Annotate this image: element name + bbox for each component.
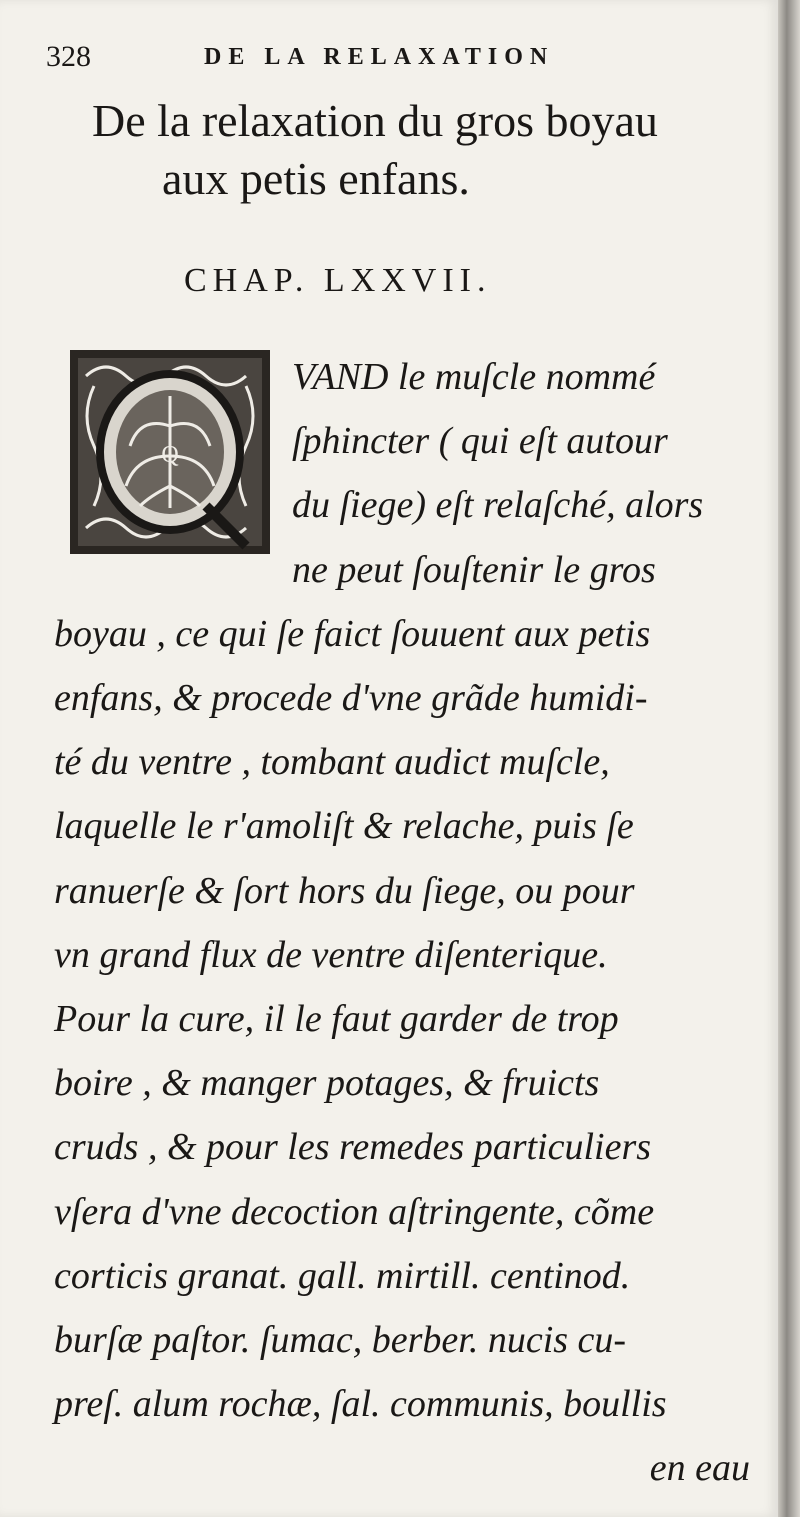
page-header	[46, 40, 746, 80]
body-line: boire , & manger potages, & fruicts	[54, 1062, 600, 1105]
body-line: Pour la cure, il le faut garder de trop	[54, 998, 619, 1041]
body-line: VAND le muſcle nommé	[292, 356, 656, 398]
body-line: corticis granat. gall. mirtill. centinod.	[54, 1254, 631, 1297]
body-line: ſphincter ( qui eſt autour	[292, 420, 668, 463]
body-line: vſera d'vne decoction aſtringente, cõme	[54, 1190, 655, 1233]
body-line: cruds , & pour les remedes particuliers	[54, 1126, 652, 1169]
body-line: laquelle le r'amoliſt & relache, puis ſe	[54, 805, 634, 848]
chapter-title	[92, 92, 762, 208]
running-head: DE LA RELAXATION	[204, 44, 555, 70]
chapter-number: CHAP. LXXVII.	[184, 262, 492, 299]
body-text	[54, 345, 754, 1501]
body-line: vn grand flux de ventre diſenterique.	[54, 933, 608, 976]
body-line: burſæ paſtor. ſumac, berber. nucis cu-	[54, 1319, 627, 1362]
body-line: té du ventre , tombant audict muſcle,	[54, 741, 610, 784]
body-line: ne peut ſouſtenir le gros	[292, 548, 656, 591]
title-line-2: aux petis enfans.	[162, 153, 470, 204]
body-line: enfans, & procede d'vne grãde humidi-	[54, 677, 648, 720]
dropcap-letter: Q	[161, 442, 179, 468]
title-line-1: De la relaxation du gros boyau	[92, 95, 658, 146]
body-line: boyau , ce qui ſe faict ſouuent aux petis	[54, 612, 651, 655]
page-edge	[778, 0, 800, 1517]
body-line: du ſiege) eſt relaſché, alors	[292, 484, 704, 527]
catchword: en eau	[649, 1447, 750, 1490]
page-number: 328	[46, 40, 91, 73]
body-line: ranuerſe & ſort hors du ſiege, ou pour	[54, 869, 635, 912]
body-line: preſ. alum rochæ, ſal. communis, boullis	[54, 1383, 667, 1426]
